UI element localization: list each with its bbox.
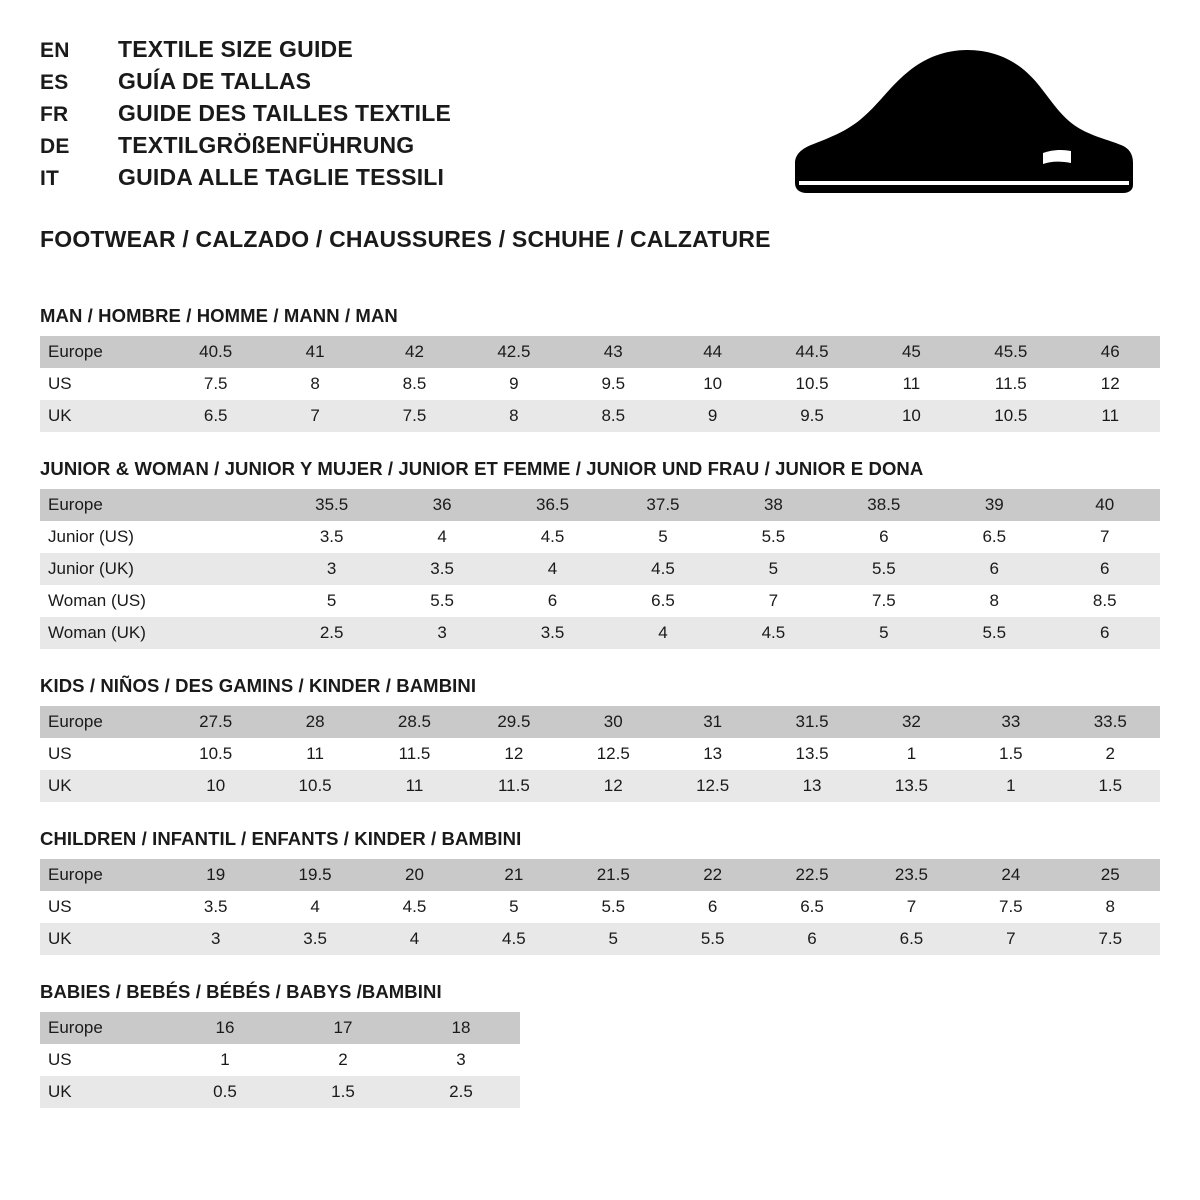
language-code: FR (40, 103, 69, 126)
table-cell: 6 (939, 553, 1049, 585)
table-cell: 12 (1061, 368, 1160, 400)
table-cell: 1.5 (284, 1076, 402, 1108)
row-label: Europe (40, 489, 166, 521)
language-title: TEXTILGRÖßENFÜHRUNG (118, 132, 415, 158)
table-cell: 39 (939, 489, 1049, 521)
table-cell: 12 (564, 770, 663, 802)
section-children (40, 828, 1160, 955)
table-cell: 11 (265, 738, 364, 770)
row-label: US (40, 738, 166, 770)
table-cell: 41 (265, 336, 364, 368)
language-row (40, 164, 451, 191)
section-babies (40, 981, 1160, 1108)
size-table (40, 706, 1160, 802)
table-cell: 31.5 (762, 706, 861, 738)
row-label: Europe (40, 336, 166, 368)
table-cell: 16 (166, 1012, 284, 1044)
section-man (40, 305, 1160, 432)
table-cell (166, 489, 276, 521)
table-cell: 2 (284, 1044, 402, 1076)
table-cell: 42 (365, 336, 464, 368)
table-cell: 7.5 (166, 368, 265, 400)
language-row (40, 100, 451, 127)
table-cell: 43 (564, 336, 663, 368)
language-code: EN (40, 39, 70, 62)
table-row (40, 1012, 520, 1044)
table-cell: 10 (166, 770, 265, 802)
table-cell: 42.5 (464, 336, 563, 368)
table-cell: 5 (464, 891, 563, 923)
table-cell: 7 (718, 585, 828, 617)
table-cell: 40.5 (166, 336, 265, 368)
table-cell: 6 (497, 585, 607, 617)
table-row (40, 1044, 520, 1076)
table-cell: 4 (365, 923, 464, 955)
section-kids (40, 675, 1160, 802)
size-sections (40, 305, 1160, 1108)
row-label: US (40, 368, 166, 400)
table-cell: 4.5 (718, 617, 828, 649)
table-cell: 6 (1050, 553, 1161, 585)
language-row (40, 36, 451, 63)
table-cell: 6.5 (939, 521, 1049, 553)
table-cell: 9 (464, 368, 563, 400)
table-cell: 5 (829, 617, 939, 649)
table-cell: 37.5 (608, 489, 718, 521)
table-cell: 4 (265, 891, 364, 923)
table-cell: 10.5 (961, 400, 1060, 432)
table-cell: 1.5 (961, 738, 1060, 770)
table-cell: 25 (1061, 859, 1160, 891)
table-cell: 8.5 (1050, 585, 1161, 617)
table-cell: 8 (939, 585, 1049, 617)
row-label: Europe (40, 859, 166, 891)
row-label: Woman (US) (40, 585, 166, 617)
table-cell: 23.5 (862, 859, 961, 891)
table-cell: 0.5 (166, 1076, 284, 1108)
table-cell: 45.5 (961, 336, 1060, 368)
table-cell: 7 (862, 891, 961, 923)
table-cell: 38.5 (829, 489, 939, 521)
table-cell: 30 (564, 706, 663, 738)
table-cell: 3 (276, 553, 386, 585)
table-cell: 6 (1050, 617, 1161, 649)
table-cell: 7.5 (365, 400, 464, 432)
table-cell: 1.5 (1061, 770, 1160, 802)
table-cell: 7 (265, 400, 364, 432)
table-cell: 5.5 (387, 585, 497, 617)
table-cell: 13 (762, 770, 861, 802)
table-cell: 4 (608, 617, 718, 649)
language-code: ES (40, 71, 69, 94)
table-row (40, 923, 1160, 955)
table-cell: 5 (564, 923, 663, 955)
table-cell: 28 (265, 706, 364, 738)
language-title: GUIDA ALLE TAGLIE TESSILI (118, 164, 445, 190)
table-cell: 19 (166, 859, 265, 891)
table-cell: 2.5 (276, 617, 386, 649)
table-cell: 9 (663, 400, 762, 432)
size-table (40, 336, 1160, 432)
table-cell: 11.5 (961, 368, 1060, 400)
dress-shoe-icon (780, 40, 1140, 200)
table-cell: 7 (961, 923, 1060, 955)
table-row (40, 368, 1160, 400)
table-cell (166, 585, 276, 617)
table-cell: 3 (166, 923, 265, 955)
table-cell: 3.5 (265, 923, 364, 955)
table-cell: 12.5 (663, 770, 762, 802)
section-title: BABIES / BEBÉS / BÉBÉS / BABYS /BAMBINI (40, 981, 442, 1002)
table-row (40, 400, 1160, 432)
table-cell: 6.5 (862, 923, 961, 955)
table-cell: 1 (862, 738, 961, 770)
table-cell: 4.5 (365, 891, 464, 923)
table-cell: 3.5 (387, 553, 497, 585)
table-cell: 9.5 (762, 400, 861, 432)
table-cell: 13.5 (762, 738, 861, 770)
table-cell: 20 (365, 859, 464, 891)
section-title: KIDS / NIÑOS / DES GAMINS / KINDER / BAMBINI (40, 675, 477, 696)
table-cell: 6.5 (608, 585, 718, 617)
table-row (40, 859, 1160, 891)
table-cell: 17 (284, 1012, 402, 1044)
table-cell: 5.5 (718, 521, 828, 553)
table-cell: 21 (464, 859, 563, 891)
table-row (40, 585, 1160, 617)
table-row (40, 336, 1160, 368)
table-cell: 1 (961, 770, 1060, 802)
table-cell: 36 (387, 489, 497, 521)
table-cell (166, 617, 276, 649)
table-cell: 6.5 (762, 891, 861, 923)
table-cell (166, 553, 276, 585)
row-label: Junior (US) (40, 521, 166, 553)
table-cell: 31 (663, 706, 762, 738)
table-cell: 12.5 (564, 738, 663, 770)
table-cell: 4.5 (608, 553, 718, 585)
table-row (40, 521, 1160, 553)
table-row (40, 891, 1160, 923)
table-cell: 36.5 (497, 489, 607, 521)
table-cell: 3 (387, 617, 497, 649)
table-cell: 35.5 (276, 489, 386, 521)
row-label: UK (40, 923, 166, 955)
table-cell: 13.5 (862, 770, 961, 802)
table-cell: 5.5 (939, 617, 1049, 649)
section-title: JUNIOR & WOMAN / JUNIOR Y MUJER / JUNIOR ET FEMME / JUNIOR UND FRAU / JUNIOR E DONA (40, 458, 924, 479)
table-cell: 5 (276, 585, 386, 617)
size-table (40, 1012, 520, 1108)
table-cell: 5.5 (829, 553, 939, 585)
page-header (40, 30, 1160, 200)
table-cell: 10 (663, 368, 762, 400)
size-table (40, 859, 1160, 955)
table-cell: 2.5 (402, 1076, 520, 1108)
table-cell: 6 (663, 891, 762, 923)
table-cell: 3 (402, 1044, 520, 1076)
row-label: Junior (UK) (40, 553, 166, 585)
table-cell: 3.5 (276, 521, 386, 553)
table-cell: 10 (862, 400, 961, 432)
table-cell: 7.5 (829, 585, 939, 617)
table-cell: 28.5 (365, 706, 464, 738)
table-cell: 7 (1050, 521, 1161, 553)
table-cell: 11 (1061, 400, 1160, 432)
table-cell: 18 (402, 1012, 520, 1044)
table-cell: 33 (961, 706, 1060, 738)
table-cell: 7.5 (1061, 923, 1160, 955)
row-label: Europe (40, 706, 166, 738)
table-cell: 6 (829, 521, 939, 553)
table-cell: 10.5 (166, 738, 265, 770)
table-cell: 8.5 (564, 400, 663, 432)
table-cell: 8 (1061, 891, 1160, 923)
table-cell: 9.5 (564, 368, 663, 400)
table-row (40, 738, 1160, 770)
table-cell: 44 (663, 336, 762, 368)
table-cell: 4.5 (464, 923, 563, 955)
table-cell: 10.5 (762, 368, 861, 400)
table-cell (166, 521, 276, 553)
section-title: MAN / HOMBRE / HOMME / MANN / MAN (40, 305, 398, 326)
table-cell: 21.5 (564, 859, 663, 891)
row-label: US (40, 1044, 166, 1076)
table-cell: 27.5 (166, 706, 265, 738)
table-cell: 8.5 (365, 368, 464, 400)
table-row (40, 489, 1160, 521)
row-label: UK (40, 1076, 166, 1108)
table-cell: 46 (1061, 336, 1160, 368)
table-cell: 22.5 (762, 859, 861, 891)
table-cell: 8 (464, 400, 563, 432)
row-label: Europe (40, 1012, 166, 1044)
table-cell: 11.5 (365, 738, 464, 770)
language-code: DE (40, 135, 70, 158)
table-cell: 5 (608, 521, 718, 553)
table-row (40, 553, 1160, 585)
table-row (40, 706, 1160, 738)
table-cell: 6.5 (166, 400, 265, 432)
table-row (40, 1076, 520, 1108)
row-label: UK (40, 400, 166, 432)
table-cell: 11 (365, 770, 464, 802)
table-cell: 8 (265, 368, 364, 400)
table-cell: 45 (862, 336, 961, 368)
language-code: IT (40, 167, 60, 190)
table-cell: 5.5 (564, 891, 663, 923)
table-cell: 7.5 (961, 891, 1060, 923)
table-cell: 3.5 (497, 617, 607, 649)
table-cell: 22 (663, 859, 762, 891)
table-cell: 11 (862, 368, 961, 400)
table-cell: 2 (1061, 738, 1160, 770)
row-label: Woman (UK) (40, 617, 166, 649)
language-title: TEXTILE SIZE GUIDE (118, 36, 353, 62)
table-cell: 3.5 (166, 891, 265, 923)
table-cell: 44.5 (762, 336, 861, 368)
table-row (40, 770, 1160, 802)
category-line: FOOTWEAR / CALZADO / CHAUSSURES / SCHUHE / CALZATURE (40, 226, 771, 252)
table-row (40, 617, 1160, 649)
table-cell: 4.5 (497, 521, 607, 553)
table-cell: 12 (464, 738, 563, 770)
row-label: US (40, 891, 166, 923)
language-title: GUÍA DE TALLAS (118, 68, 312, 94)
table-cell: 4 (387, 521, 497, 553)
language-row (40, 68, 451, 95)
table-cell: 33.5 (1061, 706, 1160, 738)
table-cell: 6 (762, 923, 861, 955)
table-cell: 13 (663, 738, 762, 770)
language-row (40, 132, 451, 159)
section-title: CHILDREN / INFANTIL / ENFANTS / KINDER / BAMBINI (40, 828, 522, 849)
table-cell: 1 (166, 1044, 284, 1076)
row-label: UK (40, 770, 166, 802)
table-cell: 11.5 (464, 770, 563, 802)
section-junior-woman (40, 458, 1160, 649)
table-cell: 4 (497, 553, 607, 585)
table-cell: 10.5 (265, 770, 364, 802)
table-cell: 5.5 (663, 923, 762, 955)
table-cell: 40 (1050, 489, 1161, 521)
table-cell: 19.5 (265, 859, 364, 891)
table-cell: 24 (961, 859, 1060, 891)
table-cell: 38 (718, 489, 828, 521)
table-cell: 32 (862, 706, 961, 738)
size-table (40, 489, 1160, 649)
language-title-list (40, 36, 451, 196)
language-title: GUIDE DES TAILLES TEXTILE (118, 100, 451, 126)
table-cell: 5 (718, 553, 828, 585)
table-cell: 29.5 (464, 706, 563, 738)
